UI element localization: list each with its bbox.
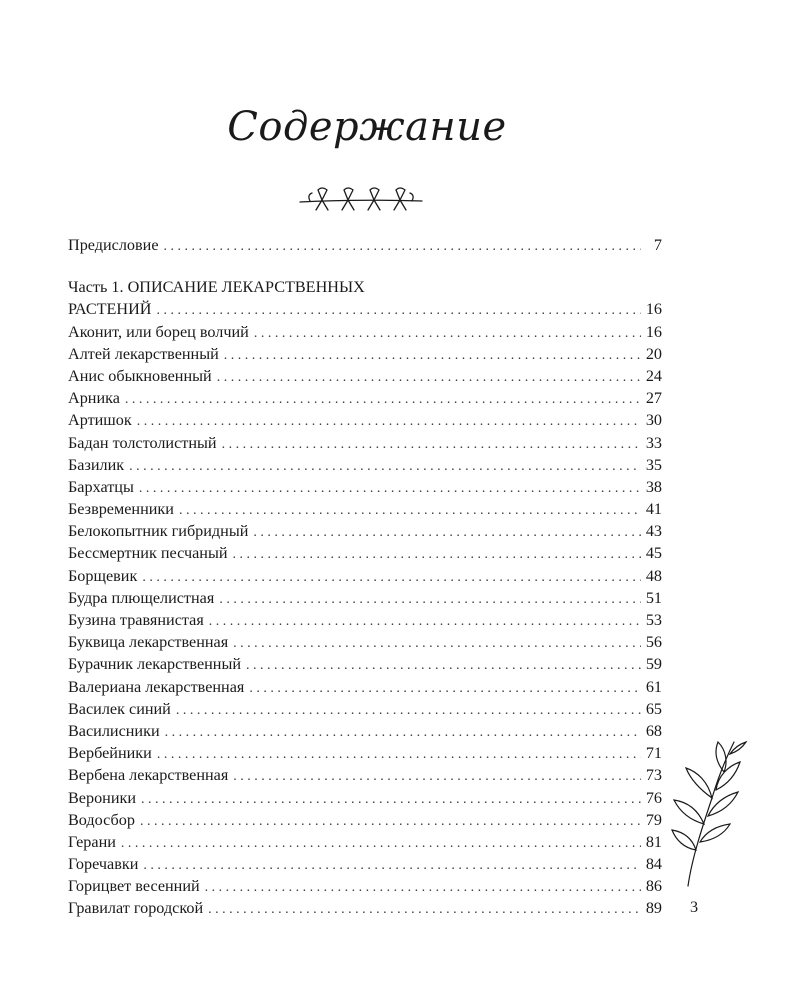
toc-page-number: 53: [645, 611, 662, 629]
toc-page-number: 51: [645, 588, 662, 607]
toc-entry-label: Гравилат городской: [68, 899, 204, 918]
dot-leader: [219, 589, 641, 611]
floral-divider-icon: [296, 178, 426, 220]
dot-leader: [156, 300, 640, 322]
toc-row[interactable]: [68, 809, 662, 831]
toc-row[interactable]: [68, 875, 662, 897]
toc-page-number: 35: [645, 455, 662, 474]
toc-page-number: 33: [645, 433, 662, 452]
toc-page-number: 76: [645, 788, 662, 807]
dot-leader: [176, 700, 641, 722]
toc-entry-label: Артишок: [68, 411, 132, 430]
toc-row[interactable]: [68, 520, 662, 542]
toc-row[interactable]: [68, 587, 662, 609]
dot-leader: [139, 478, 641, 500]
toc-row[interactable]: [68, 631, 662, 653]
toc-page-number: 79: [645, 810, 662, 829]
dot-leader: [253, 522, 640, 544]
toc-row[interactable]: [68, 742, 662, 764]
toc-entry-label: Алтей лекарственный: [68, 344, 219, 363]
dot-leader: [249, 678, 640, 700]
toc-entry-label: Белокопытник гибридный: [68, 522, 249, 541]
dot-leader: [222, 434, 641, 456]
toc-page-number: 41: [645, 500, 662, 519]
part-title-line2: РАСТЕНИЙ: [68, 300, 152, 319]
toc-page-number: 59: [645, 655, 662, 674]
toc-entry-label: Бессмертник песчаный: [68, 544, 228, 563]
dot-leader: [140, 811, 641, 833]
dot-leader: [217, 367, 641, 389]
toc-page-number: 30: [645, 411, 662, 430]
page-folio: 3: [690, 898, 699, 916]
dot-leader: [209, 611, 641, 633]
toc-entry-label: Вероники: [68, 788, 137, 807]
toc-page-number: 43: [645, 522, 662, 541]
toc-entry-label: Вербейники: [68, 744, 152, 763]
dot-leader: [129, 456, 641, 478]
dot-leader: [125, 389, 641, 411]
dot-leader: [157, 744, 641, 766]
toc-row[interactable]: [68, 720, 662, 742]
toc-page-number: 81: [645, 832, 662, 851]
toc-page-number: 45: [645, 544, 662, 563]
dot-leader: [137, 411, 641, 433]
toc-page-number: 73: [645, 766, 662, 785]
toc-page-number: 7: [653, 236, 662, 254]
dot-leader: [165, 722, 641, 744]
toc-page-number: 68: [645, 721, 662, 740]
toc-entry-label: Горицвет весенний: [68, 877, 200, 896]
toc-row-preface[interactable]: [68, 234, 662, 256]
dot-leader: [246, 655, 641, 677]
dot-leader: [142, 567, 641, 589]
dot-leader: [224, 345, 641, 367]
toc-row[interactable]: [68, 609, 662, 631]
toc-row[interactable]: [68, 764, 662, 786]
toc-row[interactable]: [68, 542, 662, 564]
toc-row[interactable]: [68, 853, 662, 875]
toc-entry-label: Бадан толстолистный: [68, 433, 217, 452]
toc-row[interactable]: [68, 787, 662, 809]
leafy-sprig-icon: [668, 738, 748, 888]
toc-row[interactable]: [68, 409, 662, 431]
toc-entry-label: Буквица лекарственная: [68, 633, 229, 652]
dot-leader: [143, 855, 640, 877]
toc-row[interactable]: [68, 454, 662, 476]
toc-row[interactable]: [68, 432, 662, 454]
toc-page-number: 16: [645, 300, 662, 319]
part-title-line1: Часть 1. ОПИСАНИЕ ЛЕКАРСТВЕННЫХ: [68, 278, 365, 297]
toc-page-number: 86: [645, 877, 662, 896]
toc-row[interactable]: [68, 676, 662, 698]
toc-entry-label: Борщевик: [68, 566, 138, 585]
toc-page-number: 48: [645, 566, 662, 585]
toc-row[interactable]: [68, 498, 662, 520]
dot-leader: [233, 633, 641, 655]
toc-entry-label: Бузина травянистая: [68, 611, 204, 629]
toc-entry-label: Водосбор: [68, 810, 135, 829]
toc-page-number: 24: [645, 366, 662, 385]
toc-row[interactable]: [68, 476, 662, 498]
dot-leader: [164, 236, 641, 258]
toc-row[interactable]: [68, 698, 662, 720]
toc-page-number: 89: [645, 899, 662, 918]
dot-leader: [254, 323, 641, 345]
toc-page-number: 20: [645, 344, 662, 363]
toc-entry-label: Будра плющелистная: [68, 588, 215, 607]
dot-leader: [179, 500, 641, 522]
toc-entry-label: Арника: [68, 389, 120, 408]
toc-page-number: 84: [645, 855, 662, 874]
toc-row[interactable]: [68, 565, 662, 587]
toc-page-number: 16: [645, 322, 662, 341]
toc-row[interactable]: [68, 321, 662, 343]
toc-page-number: 71: [645, 744, 662, 763]
dot-leader: [205, 877, 641, 899]
toc-entry-label: Горечавки: [68, 855, 139, 874]
toc-page-number: 61: [645, 677, 662, 696]
toc-page-number: 27: [645, 389, 662, 408]
page-title: Содержание: [227, 104, 507, 150]
toc-page-number: 38: [645, 477, 662, 496]
toc-entry-label: Бархатцы: [68, 477, 134, 496]
toc-entry-label: Безвременники: [68, 500, 174, 519]
toc-entry-list: [68, 321, 662, 920]
toc-entry-label: Анис обыкновенный: [68, 366, 212, 385]
toc-page-number: 56: [645, 633, 662, 652]
toc-row[interactable]: [68, 343, 662, 365]
dot-leader: [233, 766, 641, 788]
toc-row[interactable]: [68, 831, 662, 853]
toc-entry-label: Василек синий: [68, 699, 171, 718]
table-of-contents: [68, 234, 662, 920]
dot-leader: [121, 833, 641, 855]
toc-row[interactable]: [68, 897, 662, 919]
dot-leader: [208, 899, 641, 921]
toc-page-number: 65: [645, 699, 662, 718]
toc-entry-label: Бурачник лекарственный: [68, 655, 242, 674]
toc-entry-label: Базилик: [68, 455, 125, 474]
toc-row[interactable]: [68, 365, 662, 387]
toc-entry-label: Василисники: [68, 721, 160, 740]
dot-leader: [141, 789, 641, 811]
toc-entry-label: Валериана лекарственная: [68, 677, 245, 696]
toc-entry-label: Предисловие: [68, 236, 159, 254]
toc-row-part[interactable]: [68, 298, 662, 320]
dot-leader: [233, 544, 641, 566]
toc-entry-label: Герани: [68, 832, 116, 851]
toc-row[interactable]: [68, 387, 662, 409]
toc-entry-label: Аконит, или борец волчий: [68, 322, 249, 341]
toc-entry-label: Вербена лекарственная: [68, 766, 229, 785]
toc-row[interactable]: [68, 653, 662, 675]
